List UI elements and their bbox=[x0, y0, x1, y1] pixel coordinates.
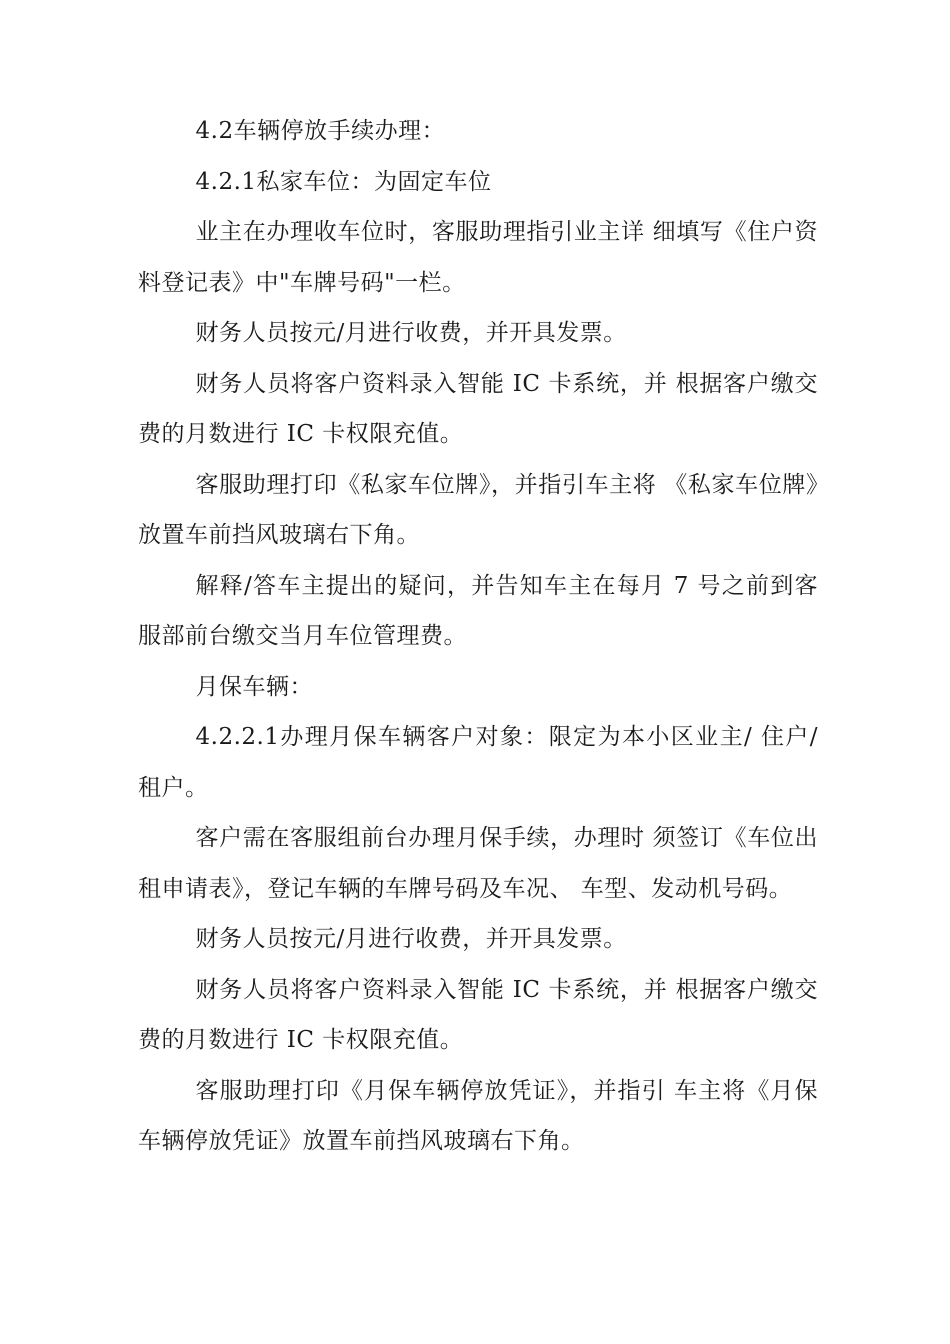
paragraph-monthly-ic-card: 财务人员将客户资料录入智能 IC 卡系统，并 根据客户缴交费的月数进行 IC 卡权限充值。 bbox=[138, 976, 818, 1053]
subsection-heading-monthly: 月保车辆： bbox=[195, 673, 313, 700]
paragraph-fee-collection: 财务人员按元/月进行收费，并开具发票。 bbox=[195, 320, 627, 346]
paragraph-ic-card-entry: 财务人员将客户资料录入智能 IC 卡系统，并 根据客户缴交费的月数进行 IC 卡权限充值。 bbox=[138, 370, 818, 447]
paragraph-monthly-fee: 财务人员按元/月进行收费，并开具发票。 bbox=[195, 926, 627, 952]
paragraph-registration: 业主在办理收车位时，客服助理指引业主详 细填写《住户资料登记表》中"车牌号码"一栏。 bbox=[138, 219, 818, 296]
paragraph-monthly-eligibility: 4.2.2.1办理月保车辆客户对象：限定为本小区业主/ 住户/租户。 bbox=[138, 724, 818, 801]
paragraph-print-private-plate: 客服助理打印《私家车位牌》，并指引车主将 《私家车位牌》放置车前挡风玻璃右下角。 bbox=[138, 471, 818, 548]
subsection-heading-4-2-1: 4.2.1私家车位：为固定车位 bbox=[195, 168, 492, 195]
paragraph-explain-questions: 解释/答车主提出的疑问，并告知车主在每月 7 号之前到客服部前台缴交当月车位管理费。 bbox=[138, 572, 818, 649]
paragraph-print-monthly-voucher: 客服助理打印《月保车辆停放凭证》，并指引 车主将《月保车辆停放凭证》放置车前挡风玻璃右下角。 bbox=[138, 1077, 818, 1154]
paragraph-monthly-application: 客户需在客服组前台办理月保手续，办理时 须签订《车位出租申请表》，登记车辆的车牌号码及车况、 车型、发动机号码。 bbox=[138, 825, 818, 902]
document-body bbox=[138, 106, 818, 1167]
section-heading-4-2: 4.2车辆停放手续办理： bbox=[195, 118, 446, 144]
